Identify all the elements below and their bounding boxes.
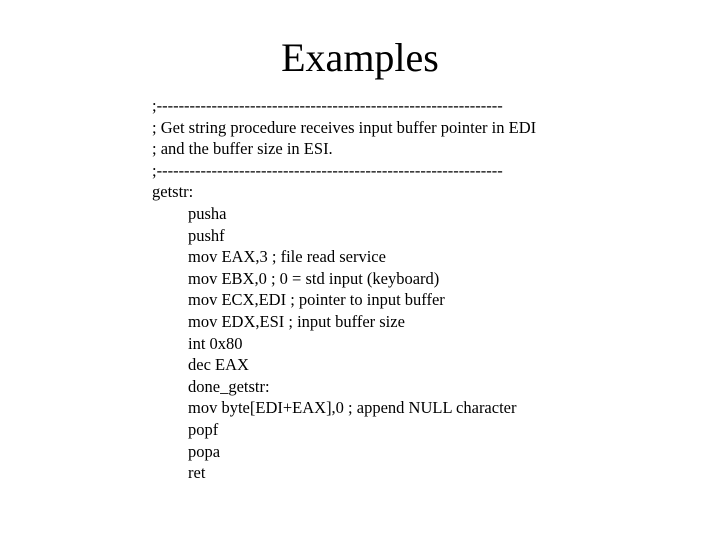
code-line: pushf xyxy=(188,225,225,245)
code-line: pusha xyxy=(188,203,227,223)
code-line: done_getstr: xyxy=(188,376,270,396)
code-line: getstr: xyxy=(152,182,194,202)
code-line: mov EDX,ESI ; input buffer size xyxy=(188,311,405,331)
code-line: ;--------------------------------------------------------------- xyxy=(152,160,503,180)
code-line: int 0x80 xyxy=(188,333,243,353)
code-line: ; Get string procedure receives input buffer pointer in EDI xyxy=(152,117,537,137)
code-line: popa xyxy=(188,441,221,461)
code-line: mov ECX,EDI ; pointer to input buffer xyxy=(188,290,445,310)
code-line: ;--------------------------------------------------------------- xyxy=(152,96,503,115)
code-listing xyxy=(152,95,652,484)
code-line: mov byte[EDI+EAX],0 ; append NULL character xyxy=(188,398,517,418)
code-line: dec EAX xyxy=(188,355,249,375)
code-line: ; and the buffer size in ESI. xyxy=(152,139,333,159)
code-line: mov EAX,3 ; file read service xyxy=(188,247,386,267)
slide-title: Examples xyxy=(281,35,439,80)
code-line: ret xyxy=(188,463,206,483)
code-line: mov EBX,0 ; 0 = std input (keyboard) xyxy=(188,268,440,288)
code-line: popf xyxy=(188,419,219,439)
